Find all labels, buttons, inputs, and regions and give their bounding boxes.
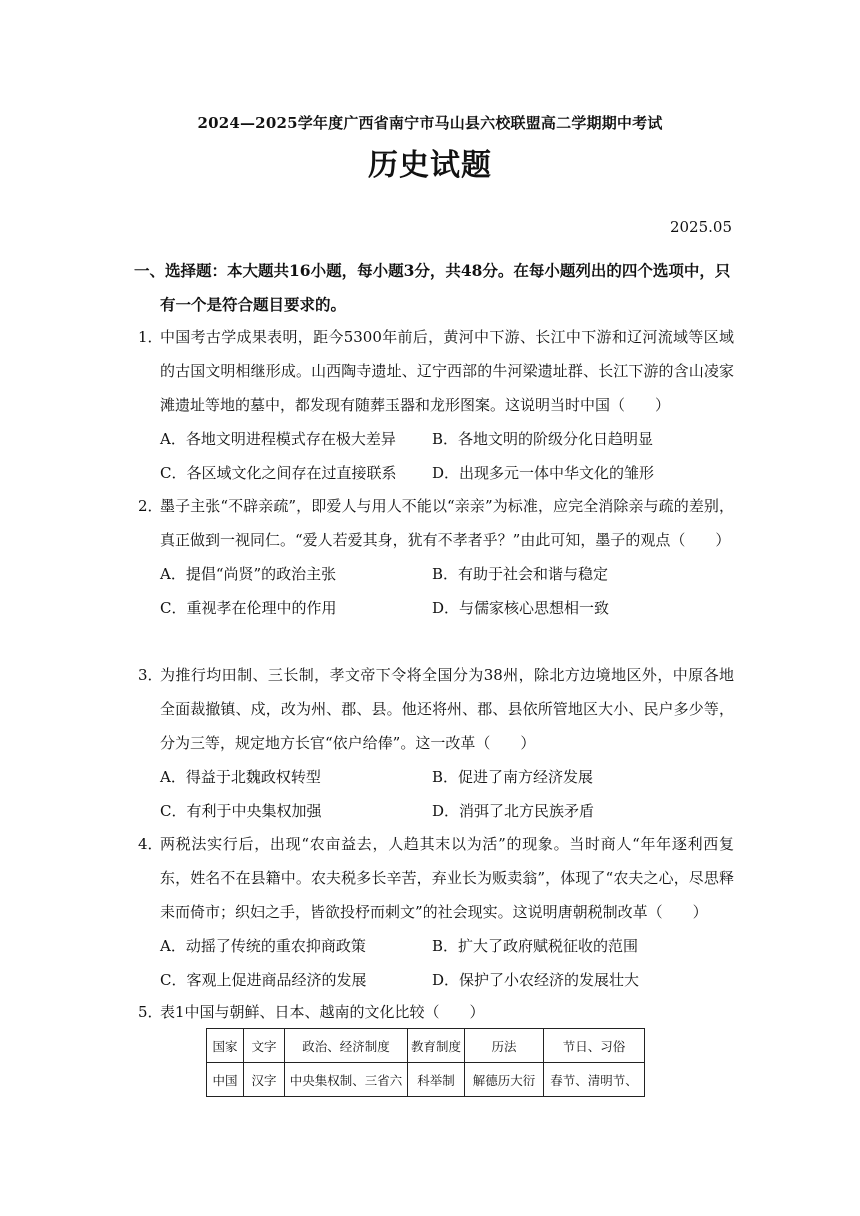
- option-c[interactable]: C．客观上促进商品经济的发展: [160, 971, 367, 989]
- question-stem: 为推行均田制、三长制，孝文帝下令将全国分为38州，除北方边境地区外，中原各地全面裁撤镇、戍，改为州、郡、县。他还将州、郡、县依所管地区大小、民户多少等，分为三等，规定地方长官“依户给俸”。这一改革（ ）: [160, 666, 734, 752]
- question-4: [138, 827, 734, 997]
- question-stem: 中国考古学成果表明，距今5300年前后，黄河中下游、长江中下游和辽河流域等区域的古国文明相继形成。山西陶寺遗址、辽宁西部的牛河梁遗址群、长江下游的含山凌家滩遗址等地的墓中，都发现有随葬玉器和龙形图案。这说明当时中国（ ）: [160, 328, 734, 414]
- table-cell: 科举制: [408, 1063, 465, 1097]
- table-cell: 春节、清明节、: [544, 1063, 645, 1097]
- table-cell: 汉字: [244, 1063, 285, 1097]
- option-a[interactable]: A．得益于北魏政权转型: [160, 768, 321, 786]
- table-header-row: [207, 1029, 645, 1063]
- question-stem: 表1中国与朝鲜、日本、越南的文化比较（ ）: [160, 1003, 485, 1021]
- question-2: [138, 489, 734, 625]
- question-stem: 墨子主张“不辟亲疏”，即爱人与用人不能以“亲亲”为标准，应完全消除亲与疏的差别，真正做到一视同仁。“爱人若爱其身，犹有不孝者乎？”由此可知，墨子的观点（ ）: [160, 497, 734, 549]
- culture-comparison-table: [206, 1028, 645, 1097]
- option-d[interactable]: D．消弭了北方民族矛盾: [432, 802, 595, 820]
- question-number: 2．: [138, 497, 163, 515]
- option-b[interactable]: B．促进了南方经济发展: [432, 768, 594, 786]
- question-options: [160, 422, 734, 490]
- question-stem: 两税法实行后，出现“农亩益去，人趋其末以为活”的现象。当时商人“年年逐利西复东，姓名不在县籍中。农夫税多长辛苦，弃业长为贩卖翁”，体现了“农夫之心，尽思释耒而倚市；织妇之手，皆欲投杼而刺文”的社会现实。这说明唐朝税制改革（ ）: [160, 835, 734, 921]
- exam-title: 历史试题: [368, 148, 492, 183]
- question-options: [160, 557, 734, 625]
- question-1: [138, 320, 734, 490]
- option-b[interactable]: B．有助于社会和谐与稳定: [432, 565, 609, 583]
- option-d[interactable]: D．保护了小农经济的发展壮大: [432, 971, 640, 989]
- section-heading-line1: 一、选择题：本大题共16小题，每小题3分，共48分。在每小题列出的四个选项中，只: [134, 261, 731, 280]
- option-d[interactable]: D．与儒家核心思想相一致: [432, 599, 610, 617]
- question-number: 3．: [138, 666, 163, 684]
- section-heading: [134, 254, 734, 322]
- question-options: [160, 760, 734, 828]
- table-header-cell: 教育制度: [408, 1029, 465, 1063]
- option-a[interactable]: A．各地文明进程模式存在极大差异: [160, 430, 396, 448]
- question-3: [138, 658, 734, 828]
- question-options: [160, 929, 734, 997]
- table-header-cell: 文字: [244, 1029, 285, 1063]
- table-cell: 解德历大衍: [465, 1063, 544, 1097]
- section-heading-line2: 有一个是符合题目要求的。: [160, 295, 347, 314]
- question-number: 4．: [138, 835, 163, 853]
- table-header-cell: 节日、习俗: [544, 1029, 645, 1063]
- table-header-cell: 国家: [207, 1029, 244, 1063]
- table-header-cell: 历法: [465, 1029, 544, 1063]
- option-a[interactable]: A．提倡“尚贤”的政治主张: [160, 565, 337, 583]
- table-header-cell: 政治、经济制度: [285, 1029, 408, 1063]
- option-b[interactable]: B．各地文明的阶级分化日趋明显: [432, 430, 654, 448]
- option-d[interactable]: D．出现多元一体中华文化的雏形: [432, 464, 655, 482]
- option-c[interactable]: C．重视孝在伦理中的作用: [160, 599, 337, 617]
- question-5: [138, 995, 734, 1029]
- table-row: [207, 1063, 645, 1097]
- option-c[interactable]: C．各区域文化之间存在过直接联系: [160, 464, 397, 482]
- table-cell: 中国: [207, 1063, 244, 1097]
- question-number: 1．: [138, 328, 163, 346]
- table-cell: 中央集权制、三省六: [285, 1063, 408, 1097]
- exam-date: 2025.05: [669, 218, 732, 236]
- option-a[interactable]: A．动摇了传统的重农抑商政策: [160, 937, 366, 955]
- exam-subtitle: 2024—2025学年度广西省南宁市马山县六校联盟高二学期期中考试: [197, 114, 663, 132]
- option-b[interactable]: B．扩大了政府赋税征收的范围: [432, 937, 639, 955]
- question-number: 5．: [138, 1003, 163, 1021]
- option-c[interactable]: C．有利于中央集权加强: [160, 802, 322, 820]
